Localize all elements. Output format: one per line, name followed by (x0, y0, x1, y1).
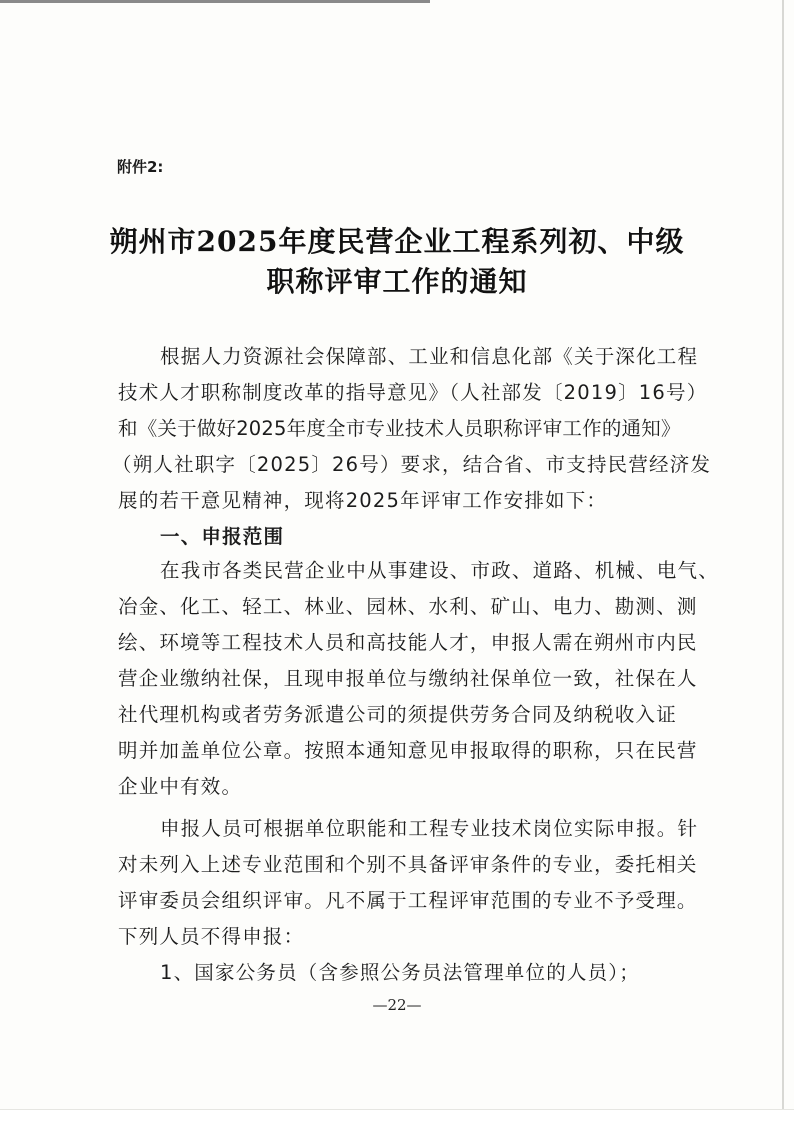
body-line: （朔人社职字〔2025〕26号）要求，结合省、市支持民营经济发 (112, 453, 712, 476)
body-line: 评审委员会组织评审。凡不属于工程评审范围的专业不予受理。 (118, 889, 698, 912)
body-line: 下列人员不得申报： (118, 925, 305, 948)
attachment-label: 附件2: (117, 158, 164, 176)
body-line: 企业中有效。 (118, 775, 243, 798)
body-line: 申报人员可根据单位职能和工程专业技术岗位实际申报。针 (160, 817, 699, 840)
body-line: 明并加盖单位公章。按照本通知意见申报取得的职称，只在民营 (118, 739, 698, 762)
body-line: 绘、环境等工程技术人员和高技能人才，申报人需在朔州市内民 (118, 631, 698, 654)
body-line: 根据人力资源社会保障部、工业和信息化部《关于深化工程 (160, 345, 699, 368)
scan-edge-bottom (0, 1109, 794, 1122)
body-line: 展的若干意见精神，现将2025年评审工作安排如下： (118, 489, 608, 512)
body-line: 和《关于做好2025年度全市专业技术人员职称评审工作的通知》 (118, 417, 681, 440)
title-line-2: 职称评审工作的通知 (266, 265, 528, 298)
body-line: 1、国家公务员（含参照公务员法管理单位的人员）； (160, 961, 640, 984)
body-line: 对未列入上述专业范围和个别不具备评审条件的专业，委托相关 (118, 853, 698, 876)
page-number: —22— (372, 996, 422, 1014)
body-line: 技术人才职称制度改革的指导意见》（人社部发〔2019〕16号） (118, 381, 708, 404)
body-line: 在我市各类民营企业中从事建设、市政、道路、机械、电气、 (160, 559, 719, 582)
scan-edge-top (0, 0, 430, 3)
section-heading: 一、申报范围 (160, 525, 285, 548)
scan-edge-right (782, 0, 784, 1122)
body-line: 冶金、化工、轻工、林业、园林、水利、矿山、电力、勘测、测 (118, 595, 698, 618)
body-line: 营企业缴纳社保，且现申报单位与缴纳社保单位一致，社保在人 (118, 667, 698, 690)
title-line-1: 朔州市2025年度民营企业工程系列初、中级 (109, 225, 685, 258)
body-line: 社代理机构或者劳务派遣公司的须提供劳务合同及纳税收入证 (118, 703, 677, 726)
